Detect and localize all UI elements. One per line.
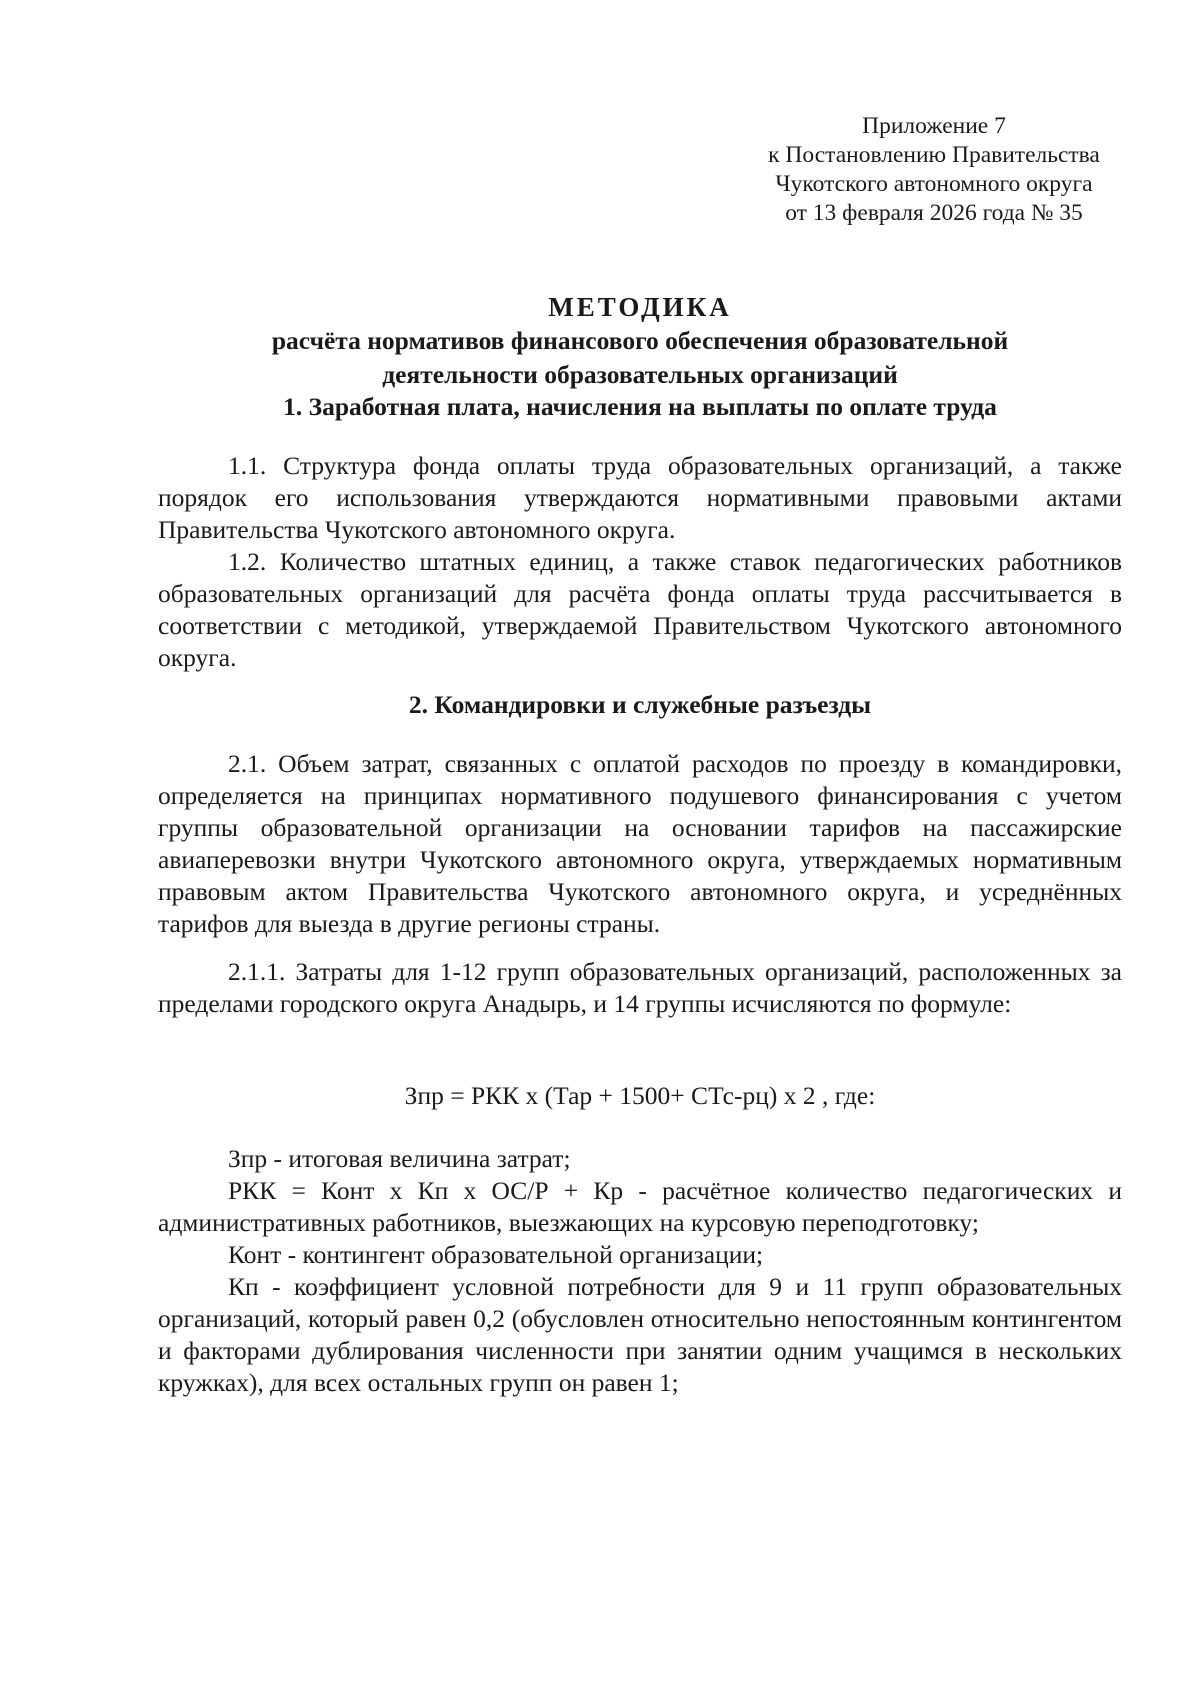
- title-sub-line-2: деятельности образовательных организаций: [382, 360, 898, 389]
- paragraph-1-1: 1.1. Структура фонда оплаты труда образовательных организаций, а также порядок его использования утверждаются нормативными правовыми актами Правительства Чукотского автономного округа.: [158, 451, 1122, 544]
- title-main: МЕТОДИКА: [548, 292, 732, 322]
- definition-rkk: РКК = Конт х Кп х ОС/Р + Кр - расчётное количество педагогических и административных работников, выезжающих на курсовую переподготовку;: [158, 1176, 1122, 1237]
- paragraph-2-1: 2.1. Объем затрат, связанных с оплатой расходов по проезду в командировки, определяется на принципах нормативного подушевого финансирования с учетом группы образовательной организации на основании тарифов на пассажирские авиаперевозки внутри Чукотского автономного округа, утверждаемых нормативным правовым актом Правительства Чукотского автономного округа, и усреднённых тарифов для выезда в другие регионы страны.: [158, 749, 1122, 938]
- section-2-heading: 2. Командировки и служебные разъезды: [408, 690, 872, 719]
- document-title: [158, 290, 1122, 392]
- section-1-heading: 1. Заработная плата, начисления на выплаты по оплате труда: [283, 392, 997, 421]
- paragraph-1-2: 1.2. Количество штатных единиц, а также ставок педагогических работников образовательных организаций для расчёта фонда оплаты труда рассчитывается в соответствии с методикой, утверждаемой Правительством Чукотского автономного округа.: [158, 547, 1122, 672]
- appendix-line-2: к Постановлению Правительства: [768, 142, 1100, 168]
- appendix-line-4: от 13 февраля 2026 года № 35: [785, 200, 1083, 226]
- appendix-header: [734, 112, 1134, 228]
- appendix-line-1: Приложение 7: [862, 113, 1006, 139]
- appendix-line-3: Чукотского автономного округа: [775, 171, 1093, 197]
- title-sub-line-1: расчёта нормативов финансового обеспечения образовательной: [271, 326, 1009, 355]
- definition-kont: Конт - контингент образовательной организации;: [228, 1240, 764, 1269]
- paragraph-2-1-1: 2.1.1. Затраты для 1-12 групп образовательных организаций, расположенных за пределами городского округа Анадырь, и 14 группы исчисляются по формуле:: [158, 957, 1122, 1018]
- formula: Зпр = РКК х (Тар + 1500+ СТс-рц) х 2 , где:: [404, 1081, 876, 1110]
- definition-zpr: Зпр - итоговая величина затрат;: [228, 1144, 571, 1173]
- definition-kp: Кп - коэффициент условной потребности для 9 и 11 групп образовательных организаций, который равен 0,2 (обусловлен относительно непостоянным контингентом и факторами дублирования численности при занятии одним учащимся в нескольких кружках), для всех остальных групп он равен 1;: [158, 1272, 1122, 1397]
